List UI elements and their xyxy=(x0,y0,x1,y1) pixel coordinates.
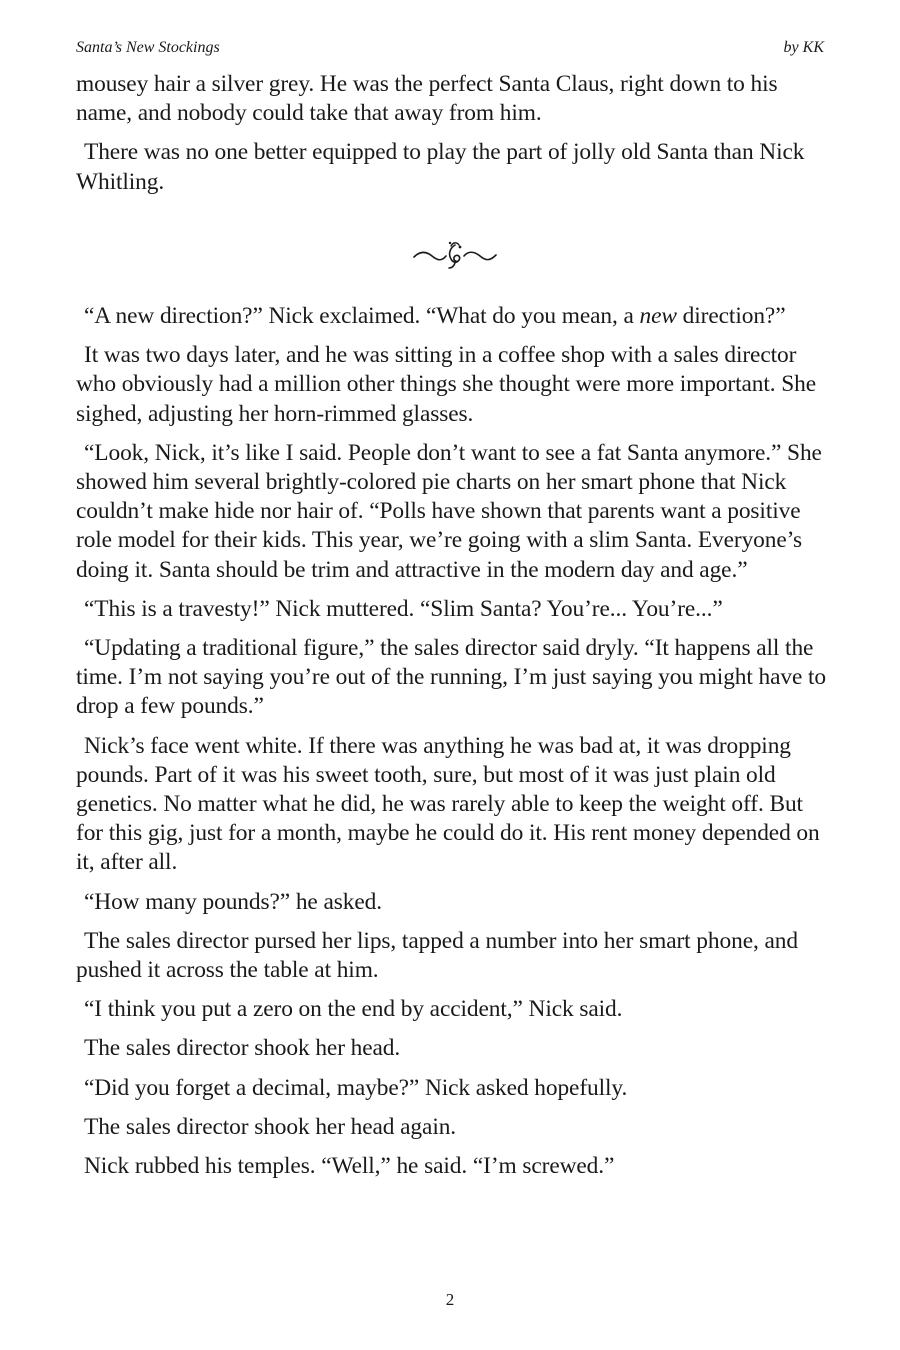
paragraph xyxy=(76,302,828,331)
paragraph: “How many pounds?” he asked. xyxy=(84,888,382,915)
paragraph: mousey hair a silver grey. He was the perfect Santa Claus, right down to his name, and nobody could take that away from him. xyxy=(76,71,778,127)
dialogue-text: direction?” xyxy=(676,303,786,329)
paragraph: “Look, Nick, it’s like I said. People don’t want to see a fat Santa anymore.” She showed him several brightly-colored pie charts on her smart phone that Nick couldn’t make hide nor hair of. “Polls have shown that parents want a positive role model for their kids. This year, we’re going with a slim Santa. Everyone’s doing it. Santa should be trim and attractive in the modern day and age.” xyxy=(76,439,822,583)
paragraph: The sales director shook her head again. xyxy=(84,1113,457,1140)
paragraph: “Did you forget a decimal, maybe?” Nick asked hopefully. xyxy=(84,1074,628,1101)
dialogue-text: “A new direction?” Nick exclaimed. “What do you mean, a xyxy=(84,303,640,329)
paragraph: Nick rubbed his temples. “Well,” he said. “I’m screwed.” xyxy=(84,1153,615,1180)
text-block-after-break xyxy=(76,302,828,1191)
paragraph: The sales director shook her head. xyxy=(84,1035,401,1062)
paragraph: “This is a travesty!” Nick muttered. “Slim Santa? You’re... You’re...” xyxy=(84,595,723,622)
paragraph: It was two days later, and he was sitting in a coffee shop with a sales director who obviously had a million other things she thought were more important. She sighed, adjusting her horn-rimmed glasses. xyxy=(76,342,817,427)
paragraph: “I think you put a zero on the end by accident,” Nick said. xyxy=(84,996,623,1023)
header-book-title: Santa’s New Stockings xyxy=(76,39,220,56)
paragraph: The sales director pursed her lips, tapped a number into her smart phone, and pushed it across the table at him. xyxy=(76,927,798,984)
scroll-flourish-icon xyxy=(410,238,500,272)
header-author: by KK xyxy=(783,39,824,56)
text-block-before-break xyxy=(76,70,828,207)
emphasis-text: new xyxy=(639,303,677,329)
paragraph: “Updating a traditional figure,” the sales director said dryly. “It happens all the time. I’m not saying you’re out of the running, I’m just saying you might have to drop a few pounds.” xyxy=(76,635,827,720)
paragraph: There was no one better equipped to play the part of jolly old Santa than Nick Whitling. xyxy=(76,139,805,195)
page-number: 2 xyxy=(445,1290,455,1309)
paragraph: Nick’s face went white. If there was anything he was bad at, it was dropping pounds. Part of it was his sweet tooth, sure, but most of it was just plain old genetics. No matter what he did, he was rarely able to keep the weight off. But for this gig, just for a month, maybe he could do it. His rent money depended on it, after all. xyxy=(76,732,820,876)
